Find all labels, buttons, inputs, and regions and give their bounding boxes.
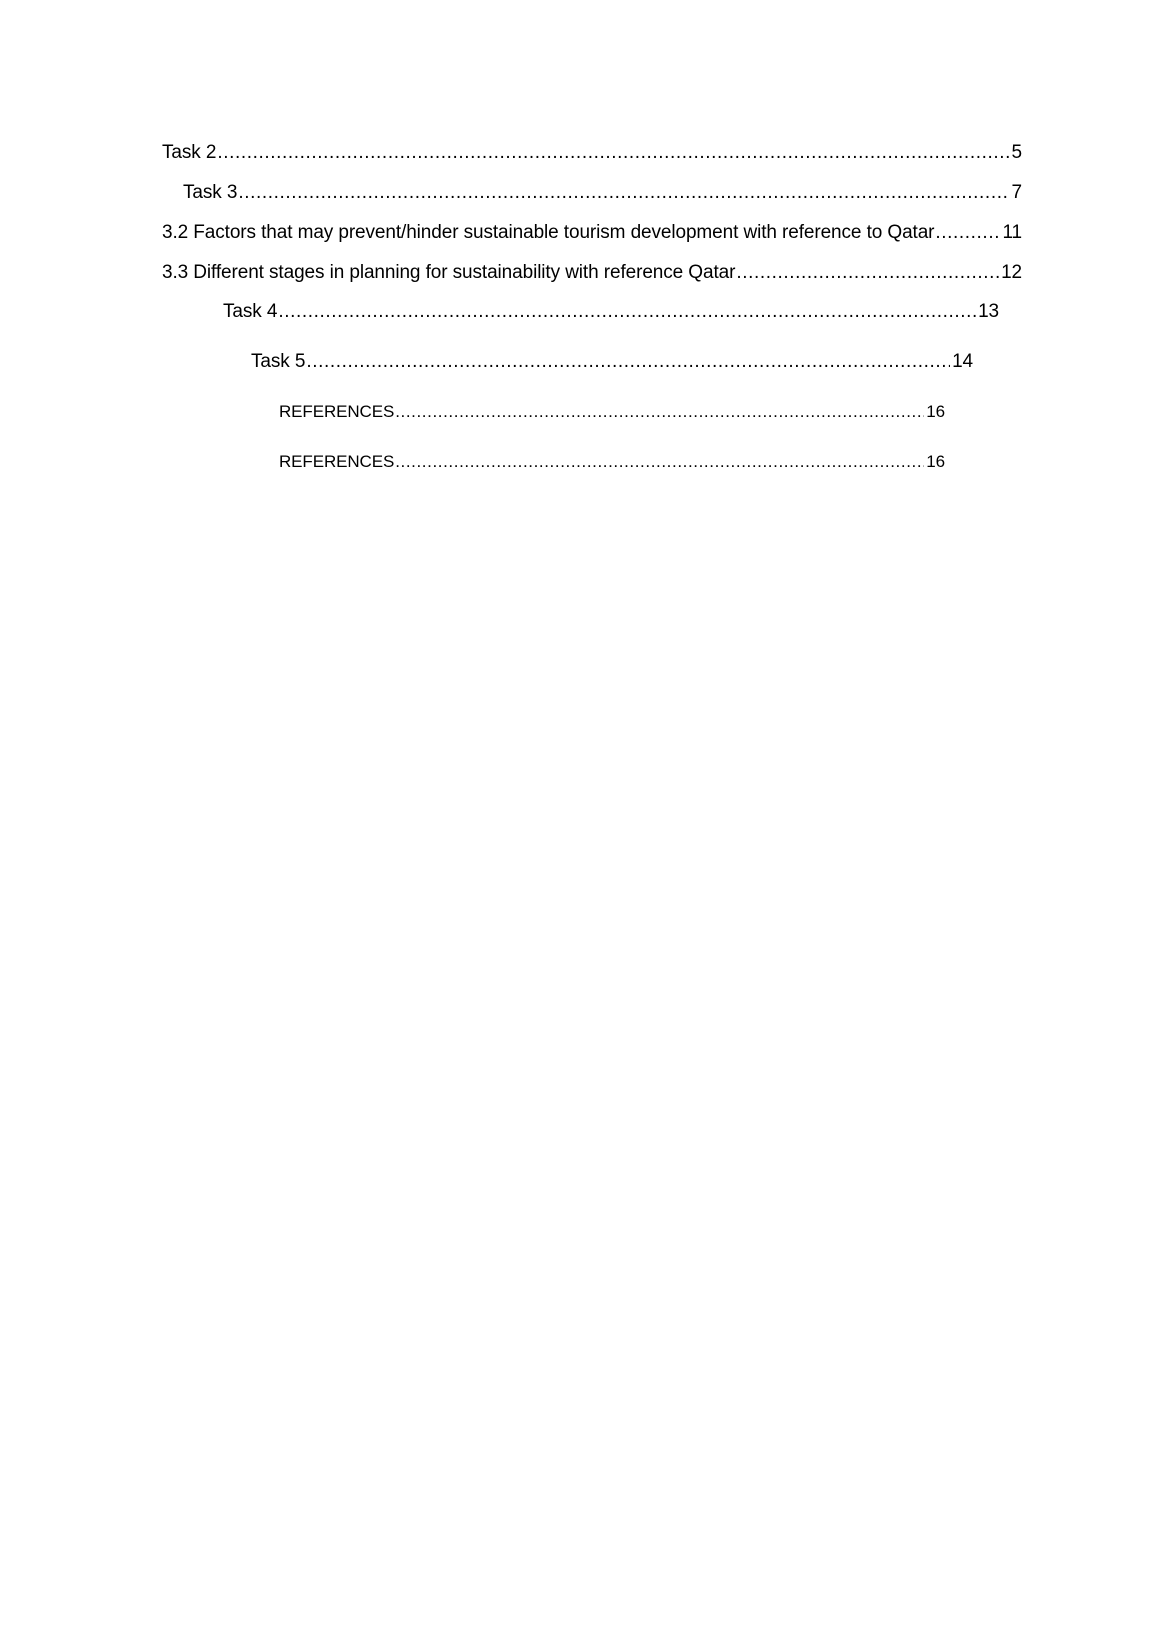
toc-entry-title: Task 4 <box>223 301 278 322</box>
toc-dot-leader <box>238 181 1009 205</box>
toc-dot-leader <box>395 400 924 424</box>
toc-entry-title: Task 3 <box>183 182 238 203</box>
toc-entry-title: REFERENCES <box>279 402 395 421</box>
toc-entry-page-number: 16 <box>926 452 945 471</box>
toc-entry-page-number: 13 <box>978 301 999 322</box>
toc-entry-task-2[interactable] <box>162 141 1022 165</box>
toc-entry-title: REFERENCES <box>279 452 395 471</box>
toc-entry-page-number: 12 <box>1001 262 1022 283</box>
toc-entry-page-number: 7 <box>1011 182 1022 203</box>
toc-entry-page-number: 16 <box>926 402 945 421</box>
toc-entry-references-duplicate[interactable] <box>279 450 945 474</box>
toc-dot-leader <box>306 350 950 374</box>
toc-entry-page-number: 11 <box>1002 222 1022 243</box>
toc-entry-task-4[interactable] <box>223 300 999 324</box>
toc-entry-title: Task 2 <box>162 142 217 163</box>
toc-entry-title: Task 5 <box>251 351 306 372</box>
toc-dot-leader <box>217 141 1009 165</box>
toc-entry-references[interactable] <box>279 400 945 424</box>
toc-dot-leader <box>278 300 976 324</box>
toc-entry-title: 3.2 Factors that may prevent/hinder sustainable tourism development with reference to Qatar <box>162 222 935 243</box>
toc-entry-section-3-3[interactable] <box>162 261 1022 285</box>
toc-entry-page-number: 14 <box>952 351 973 372</box>
toc-entry-task-3[interactable] <box>183 181 1022 205</box>
toc-entry-title: 3.3 Different stages in planning for sustainability with reference Qatar <box>162 262 736 283</box>
toc-dot-leader <box>935 221 1000 245</box>
toc-entry-section-3-2[interactable] <box>162 221 1022 245</box>
toc-entry-page-number: 5 <box>1011 142 1022 163</box>
toc-dot-leader <box>395 450 924 474</box>
toc-entry-task-5[interactable] <box>251 350 973 374</box>
toc-dot-leader <box>736 261 999 285</box>
